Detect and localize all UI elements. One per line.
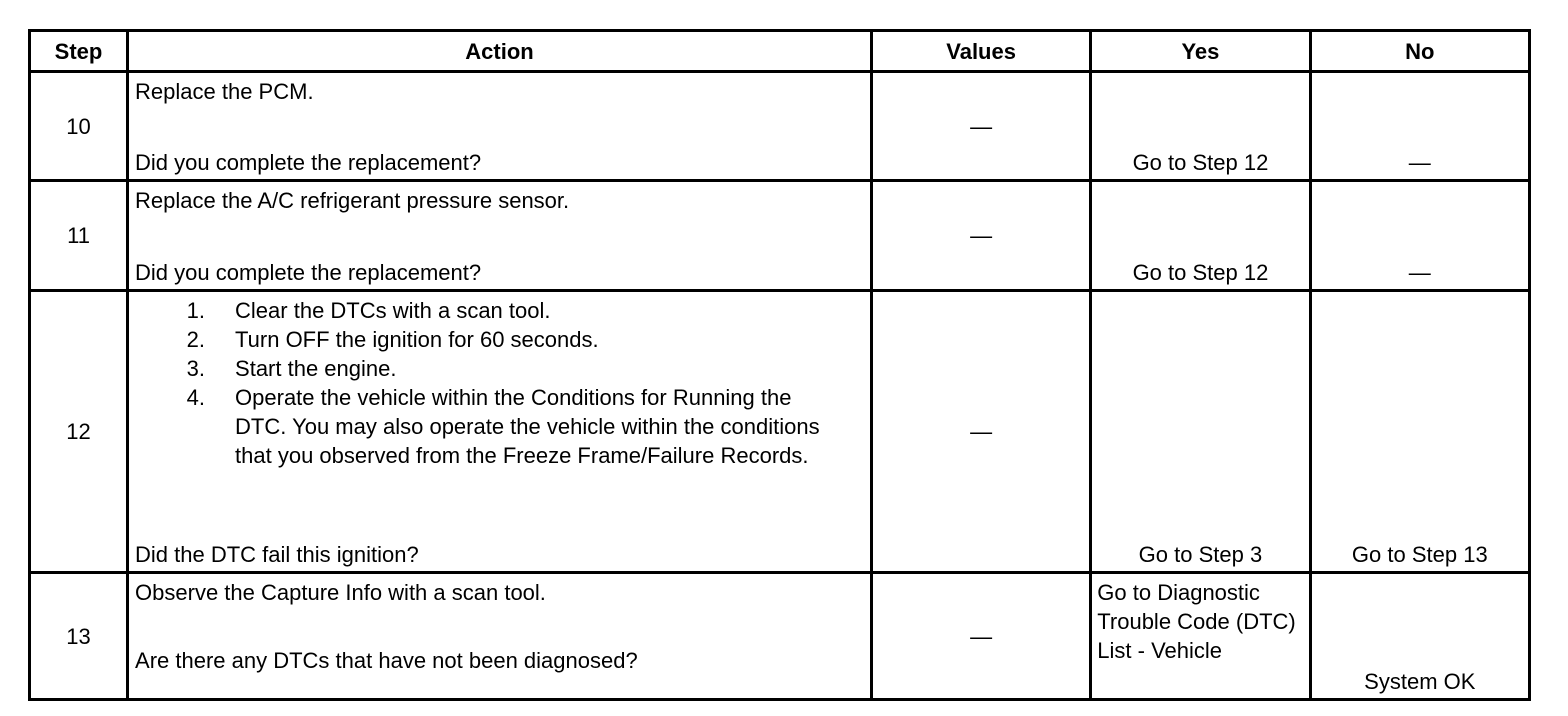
header-no: No: [1310, 31, 1529, 72]
step-number: 10: [30, 72, 128, 181]
list-item-number: 1.: [186, 298, 206, 323]
list-item: [135, 296, 866, 325]
header-action: Action: [128, 31, 872, 72]
values-cell: —: [871, 72, 1090, 181]
action-question: Did the DTC fail this ignition?: [135, 542, 419, 567]
action-question: Did you complete the replacement?: [135, 150, 482, 175]
no-cell: System OK: [1310, 573, 1529, 700]
procedure-list: [135, 296, 866, 470]
yes-cell: Go to Step 3: [1091, 291, 1310, 573]
no-cell: —: [1310, 72, 1529, 181]
step-number: 12: [30, 291, 128, 573]
values-cell: —: [871, 573, 1090, 700]
action-question: Did you complete the replacement?: [135, 260, 482, 285]
yes-cell: Go to Diagnostic Trouble Code (DTC) List - Vehicle: [1091, 573, 1310, 700]
list-item-number: 4.: [186, 385, 206, 410]
action-instruction: Replace the PCM.: [135, 79, 314, 104]
step-number: 13: [30, 573, 128, 700]
list-item-text: Operate the vehicle within the Conditions for Running the DTC. You may also operate the vehicle within the conditions that you observed from the Freeze Frame/Failure Records.: [235, 385, 820, 468]
diagnostic-steps-table: [28, 29, 1531, 701]
list-item-text: Clear the DTCs with a scan tool.: [235, 298, 551, 323]
values-cell: —: [871, 291, 1090, 573]
diagnostic-table-container: [28, 29, 1531, 701]
header-step: Step: [30, 31, 128, 72]
yes-cell: Go to Step 12: [1091, 72, 1310, 181]
header-values: Values: [871, 31, 1090, 72]
no-cell: Go to Step 13: [1310, 291, 1529, 573]
action-cell: [128, 291, 872, 573]
action-instruction: Observe the Capture Info with a scan tool.: [135, 580, 546, 605]
list-item: [135, 354, 866, 383]
values-cell: —: [871, 181, 1090, 291]
action-cell: [128, 72, 872, 181]
table-row: [30, 72, 1530, 181]
action-instruction: Replace the A/C refrigerant pressure sensor.: [135, 188, 570, 213]
header-yes: Yes: [1091, 31, 1310, 72]
no-cell: —: [1310, 181, 1529, 291]
table-row: [30, 573, 1530, 700]
list-item-number: 2.: [186, 327, 206, 352]
list-item: [135, 383, 866, 470]
action-question: Are there any DTCs that have not been diagnosed?: [135, 648, 638, 673]
table-row: [30, 291, 1530, 573]
action-cell: [128, 573, 872, 700]
step-number: 11: [30, 181, 128, 291]
action-cell: [128, 181, 872, 291]
list-item-text: Turn OFF the ignition for 60 seconds.: [235, 327, 599, 352]
list-item: [135, 325, 866, 354]
yes-cell: Go to Step 12: [1091, 181, 1310, 291]
list-item-number: 3.: [186, 356, 206, 381]
table-header-row: [30, 31, 1530, 72]
list-item-text: Start the engine.: [235, 356, 397, 381]
table-row: [30, 181, 1530, 291]
